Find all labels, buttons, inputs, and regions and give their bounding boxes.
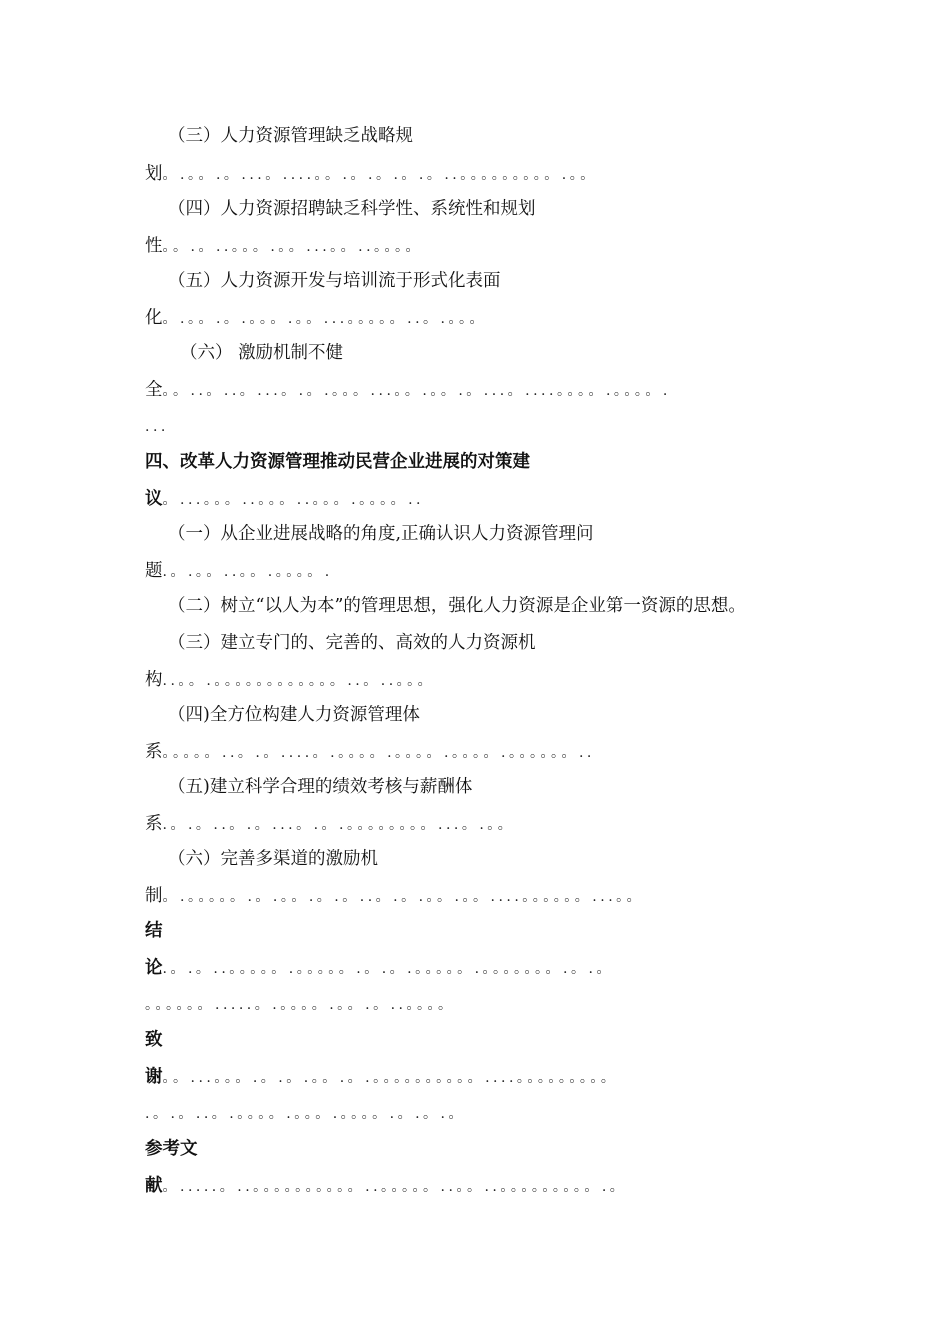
toc-entry-3-4-continuation[interactable] xyxy=(145,231,805,261)
toc-entry-3-5-title[interactable]: （五）人力资源开发与培训流于形式化表面 xyxy=(168,271,501,291)
toc-entry-4-6-cont-text: 制 xyxy=(145,886,163,906)
toc-leader-dots-overflow: .。.。..。.。。。。.。。。.。。。。.。.。.。 xyxy=(145,1106,467,1122)
toc-entry-references-title[interactable]: 参考文 xyxy=(145,1139,198,1159)
toc-entry-3-5-continuation[interactable] xyxy=(145,303,805,333)
toc-entry-3-4-title[interactable]: （四）人力资源招聘缺乏科学性、系统性和规划 xyxy=(168,199,536,219)
toc-entry-4-continuation[interactable] xyxy=(145,484,805,514)
toc-entry-4-1-title[interactable]: （一）从企业进展战略的角度,正确认识人力资源管理问 xyxy=(168,524,594,544)
toc-entry-conclusion-continuation[interactable] xyxy=(145,953,805,983)
toc-entry-thanks-cont-text: 谢 xyxy=(145,1067,163,1087)
toc-leader-dots-overflow: ... xyxy=(145,419,169,435)
toc-entry-3-5-cont-text: 化 xyxy=(145,308,163,328)
toc-leader-dots: 。。...。。。.。.。.。。.。.。。。。。。。。。。....。。。。。。。。。 xyxy=(162,1070,619,1086)
toc-entry-3-6-title[interactable]: （六） 激励机制不健 xyxy=(180,343,344,363)
toc-entry-4-4-cont-text: 系 xyxy=(145,742,163,762)
toc-entry-4-title[interactable]: 四、改革人力资源管理推动民营企业进展的对策建 xyxy=(145,452,530,472)
toc-leader-dots-overflow: 。。。。。。.....。.。。。。.。。.。..。。。。 xyxy=(145,997,456,1013)
toc-entry-4-1-cont-text: 题 xyxy=(145,561,163,581)
toc-entry-thanks-title[interactable]: 致 xyxy=(145,1030,163,1050)
toc-entry-3-6-continuation[interactable] xyxy=(145,375,805,405)
toc-entry-4-4-continuation[interactable] xyxy=(145,737,805,767)
toc-leader-dots: 。...。。。..。。。..。。。.。。。。.. xyxy=(162,492,425,508)
toc-entry-conclusion-title[interactable]: 结 xyxy=(145,921,163,941)
toc-entry-4-1-continuation[interactable] xyxy=(145,556,805,586)
toc-entry-3-3-cont-text: 划 xyxy=(145,164,163,184)
toc-entry-references-continuation[interactable] xyxy=(145,1171,805,1201)
toc-entry-3-3-title[interactable]: （三）人力资源管理缺乏战略规 xyxy=(168,126,413,146)
toc-leader-dots: ..。。.。。。。。。。。。。。。..。..。。。 xyxy=(162,673,436,689)
toc-entry-4-cont-text: 议 xyxy=(145,489,163,509)
toc-entry-4-5-title[interactable]: （五)建立科学合理的绩效考核与薪酬体 xyxy=(168,777,473,797)
toc-entry-conclusion-cont-text: 论 xyxy=(145,958,163,978)
toc-leader-dots: 。.....。..。。。。。。。。。。..。。。。。..。。..。。。。。。。。。.。 xyxy=(162,1179,628,1195)
toc-entry-4-4-title[interactable]: （四)全方位构建人力资源管理体 xyxy=(168,705,420,725)
toc-entry-4-2-title[interactable]: （二）树立“以人为本”的管理思想，强化人力资源是企业第一资源的思想。 xyxy=(168,596,746,616)
toc-leader-dots: 。。..。..。...。.。.。。。...。。.。。.。...。....。。。。.。。。。. xyxy=(162,383,671,399)
toc-leader-dots: 。.。。.。...。....。。.。.。.。.。..。。。。。。。。。.。。 xyxy=(162,167,598,183)
toc-entry-4-5-continuation[interactable] xyxy=(145,809,805,839)
toc-leader-dots: 。。.。..。。。.。。...。。..。。。。 xyxy=(162,239,424,255)
toc-leader-dots: 。.。。。。。.。.。。.。.。..。.。.。。.。。....。。。。。。...。。 xyxy=(162,889,645,905)
toc-entry-4-3-title[interactable]: （三）建立专门的、完善的、高效的人力资源机 xyxy=(168,633,536,653)
toc-entry-4-6-title[interactable]: （六）完善多渠道的激励机 xyxy=(168,849,378,869)
toc-entry-3-3-continuation[interactable] xyxy=(145,159,805,189)
toc-leader-dots: 。。。。。..。.。....。.。。。。.。。。。.。。。。.。。。。。。.. xyxy=(162,745,595,761)
toc-leader-dots: .。.。..。.。...。.。.。。。。。。。。...。.。。 xyxy=(162,817,516,833)
toc-entry-4-3-cont-text: 构 xyxy=(145,670,163,690)
toc-entry-references-cont-text: 献 xyxy=(145,1176,163,1196)
toc-entry-3-6-cont-text: 全 xyxy=(145,380,163,400)
toc-leader-dots: 。.。。.。.。。。.。。...。。。。。..。.。。。 xyxy=(162,311,488,327)
toc-entry-4-6-continuation[interactable] xyxy=(145,881,805,911)
toc-entry-thanks-continuation[interactable] xyxy=(145,1062,805,1092)
toc-entry-4-3-continuation[interactable] xyxy=(145,665,805,695)
toc-entry-4-5-cont-text: 系 xyxy=(145,814,163,834)
toc-leader-dots: .。.。..。。。。。.。。。。。.。.。.。。。。。.。。。。。。。.。.。 xyxy=(162,961,614,977)
toc-leader-dots: .。.。。..。。.。。。。. xyxy=(162,564,333,580)
toc-entry-3-4-cont-text: 性 xyxy=(145,236,163,256)
